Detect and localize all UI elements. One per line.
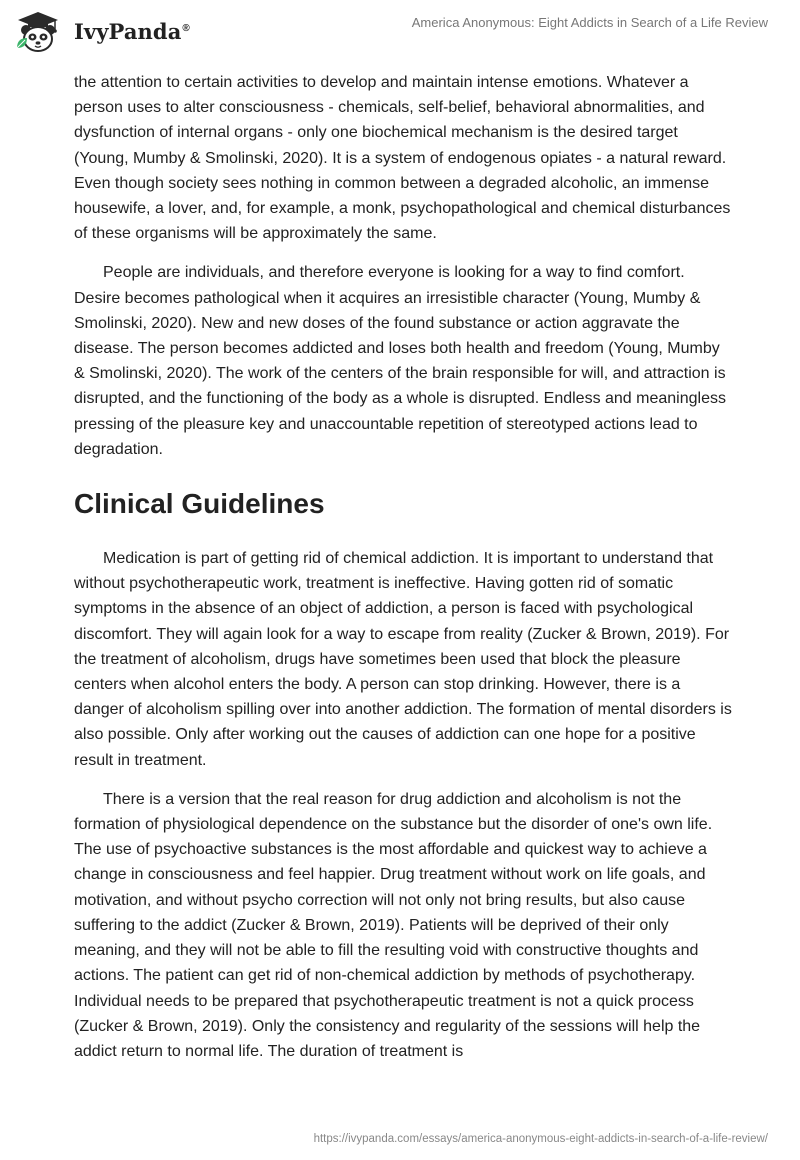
source-url[interactable]: https://ivypanda.com/essays/america-anonymous-eight-addicts-in-search-of-a-life-review/ <box>313 1133 768 1145</box>
registered-mark: ® <box>182 22 190 34</box>
section-heading: Clinical Guidelines <box>74 488 325 520</box>
page-header <box>0 0 800 62</box>
paragraph: There is a version that the real reason for drug addiction and alcoholism is not the formation of physiological dependence on the substance but the disorder of one's own life. The use of psychoactive substances is the most affordable and quickest way to achieve a change in consciousness and feel happier. Drug treatment without work on life goals, and motivation, and without psycho correction will not only not bring results, but also cause suffering to the addict (Zucker & Brown, 2019). Patients will be deprived of their only meaning, and they will not be able to fill the resulting void with constructive thoughts and actions. The patient can get rid of non-chemical addiction by methods of psychotherapy. Individual needs to be prepared that psychotherapeutic treatment is not a quick process (Zucker & Brown, 2019). Only the consistency and regularity of the sessions will help the addict return to normal life. The duration of treatment is <box>74 790 713 1060</box>
ivypanda-logo[interactable] <box>14 8 190 54</box>
panda-graduation-cap-icon <box>14 8 66 54</box>
paragraph: Medication is part of getting rid of chemical addiction. It is important to understand that without psychotherapeutic work, treatment is ineffective. Having gotten rid of somatic symptoms in the absence of an object of addiction, a person is faced with psychological discomfort. They will again look for a way to escape from reality (Zucker & Brown, 2019). For the treatment of alcoholism, drugs have sometimes been used that block the pleasure centers when alcohol enters the body. A person can stop drinking. However, there is a danger of alcoholism spilling over into another addiction. The formation of mental disorders is also possible. Only after working out the causes of addiction can one hope for a positive result in treatment. <box>74 550 732 769</box>
document-title: America Anonymous: Eight Addicts in Search of a Life Review <box>411 15 768 30</box>
paragraph: the attention to certain activities to develop and maintain intense emotions. Whatever a person uses to alter consciousness - chemicals, self-belief, behavioral abnormalities, and dysfunction of internal organs - only one biochemical mechanism is the desired target (Young, Mumby & Smolinski, 2020). It is a system of endogenous opiates - a natural reward. Even though society sees nothing in common between a degraded alcoholic, an immense housewife, a lover, and, for example, a monk, psychopathological and chemical disturbances of these organisms will be approximately the same. <box>74 74 731 243</box>
logo-text: IvyPanda® <box>74 18 190 44</box>
essay-content <box>74 70 734 1064</box>
paragraph: People are individuals, and therefore everyone is looking for a way to find comfort. Desire becomes pathological when it acquires an irresistible character (Young, Mumby & Smolinski, 2020). New and new doses of the found substance or action aggravate the disease. The person becomes addicted and loses both health and freedom (Young, Mumby & Smolinski, 2020). The work of the centers of the brain responsible for will, and attraction is disrupted, and the functioning of the body as a whole is disrupted. Endless and meaningless pressing of the pleasure key and unaccountable repetition of stereotyped actions lead to degradation. <box>74 264 726 458</box>
